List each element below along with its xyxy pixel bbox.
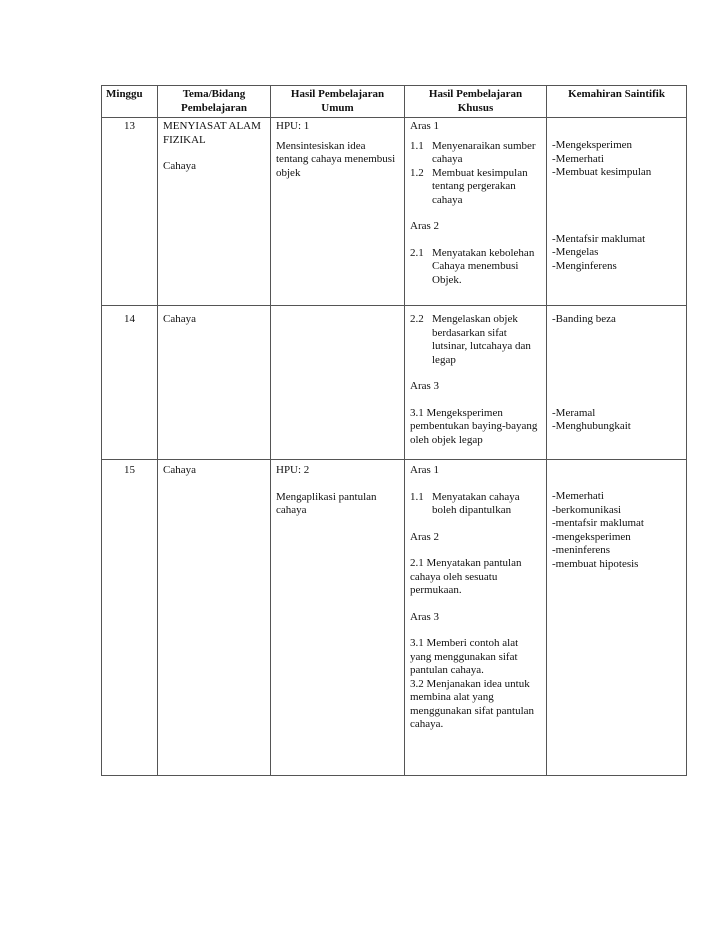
header-hpk: Hasil Pembelajaran Khusus — [405, 86, 547, 118]
header-hpu: Hasil Pembelajaran Umum — [271, 86, 405, 118]
hpu-cell — [271, 118, 405, 306]
kemahiran-cell — [547, 460, 687, 776]
hpu-label: HPU: 2 — [276, 464, 310, 476]
table-row-week-14 — [102, 306, 687, 460]
objective-item: 3.2 Menjanakan idea untuk membina alat yang menggunakan sifat pantulan cahaya. — [410, 677, 535, 730]
objective-text: Menyatakan cahaya boleh dipantulkan — [432, 490, 520, 516]
hpk-cell — [405, 306, 547, 460]
skill-item: -Memerhati — [552, 152, 604, 165]
skill-item: -berkomunikasi — [552, 503, 622, 516]
header-kemahiran: Kemahiran Saintifik — [547, 86, 687, 118]
kemahiran-cell — [547, 306, 687, 460]
aras-label: Aras 2 — [410, 220, 440, 232]
skill-item: -Mentafsir maklumat — [552, 232, 646, 245]
skill-item: -Memerhati — [552, 490, 604, 502]
table-row-week-15 — [102, 460, 687, 776]
skill-item: -meninferens — [552, 544, 611, 556]
objective-text: Membuat kesimpulan tentang pergerakan cahaya — [432, 166, 528, 206]
skill-item: -Banding beza — [552, 313, 616, 325]
hpu-text: Mensintesiskan idea tentang cahaya menembusi objek — [276, 139, 396, 179]
tema-cell — [158, 118, 271, 306]
skill-item: -membuat hipotesis — [552, 557, 639, 570]
tema-cell: Cahaya — [158, 306, 271, 460]
objective-item: 2.1 Menyatakan pantulan cahaya oleh sesuatu permukaan. — [410, 557, 522, 596]
lesson-plan-table — [101, 85, 687, 776]
skill-item: -Menginferens — [552, 259, 617, 272]
skill-item: -Mengeksperimen — [552, 139, 633, 151]
tema-title: MENYIASAT ALAM FIZIKAL — [163, 120, 261, 146]
hpk-cell — [405, 460, 547, 776]
tema-cell: Cahaya — [158, 460, 271, 776]
header-tema: Tema/Bidang Pembelajaran — [158, 86, 271, 118]
week-cell: 14 — [102, 306, 158, 460]
objective-number: 2.1 — [410, 246, 424, 259]
header-row — [102, 86, 687, 118]
objective-text: Menyatakan kebolehan Cahaya menembusi Objek. — [432, 246, 535, 286]
hpu-cell — [271, 460, 405, 776]
aras-label: Aras 1 — [410, 464, 440, 476]
objective-number: 1.1 — [410, 490, 424, 503]
objective-item — [410, 313, 541, 367]
objective-number: 2.2 — [410, 313, 424, 325]
aras-label: Aras 3 — [410, 610, 440, 623]
table-row-week-13 — [102, 118, 687, 306]
objective-item — [410, 140, 541, 167]
objective-item — [410, 167, 541, 208]
hpk-cell — [405, 118, 547, 306]
week-cell: 13 — [102, 118, 158, 306]
objective-text: Menyenaraikan sumber cahaya — [432, 139, 536, 165]
objective-item — [410, 247, 541, 288]
skill-item: -mentafsir maklumat — [552, 517, 644, 529]
hpu-text: Mengaplikasi pantulan cahaya — [276, 490, 377, 516]
aras-label: Aras 1 — [410, 120, 440, 132]
hpu-cell — [271, 306, 405, 460]
kemahiran-cell — [547, 118, 687, 306]
skill-item: -mengeksperimen — [552, 530, 631, 543]
objective-item — [410, 491, 541, 518]
skill-item: -Menghubungkait — [552, 420, 631, 432]
hpu-label: HPU: 1 — [276, 120, 310, 132]
aras-label: Aras 3 — [410, 380, 440, 392]
skill-item: -Membuat kesimpulan — [552, 166, 652, 178]
objective-text: Mengelaskan objek berdasarkan sifat lutsinar, lutcahaya dan legap — [432, 313, 531, 366]
objective-number: 1.1 — [410, 139, 424, 152]
header-minggu: Minggu — [102, 86, 158, 118]
objective-item: 3.1 Mengeksperimen pembentukan baying-bayang oleh objek legap — [410, 406, 538, 446]
skill-item: -Mengelas — [552, 246, 599, 258]
tema-subtitle: Cahaya — [163, 160, 196, 172]
aras-label: Aras 2 — [410, 530, 440, 543]
week-cell: 15 — [102, 460, 158, 776]
objective-item: 3.1 Memberi contoh alat yang menggunakan sifat pantulan cahaya. — [410, 637, 519, 676]
skill-item: -Meramal — [552, 406, 596, 419]
objective-number: 1.2 — [410, 166, 424, 179]
